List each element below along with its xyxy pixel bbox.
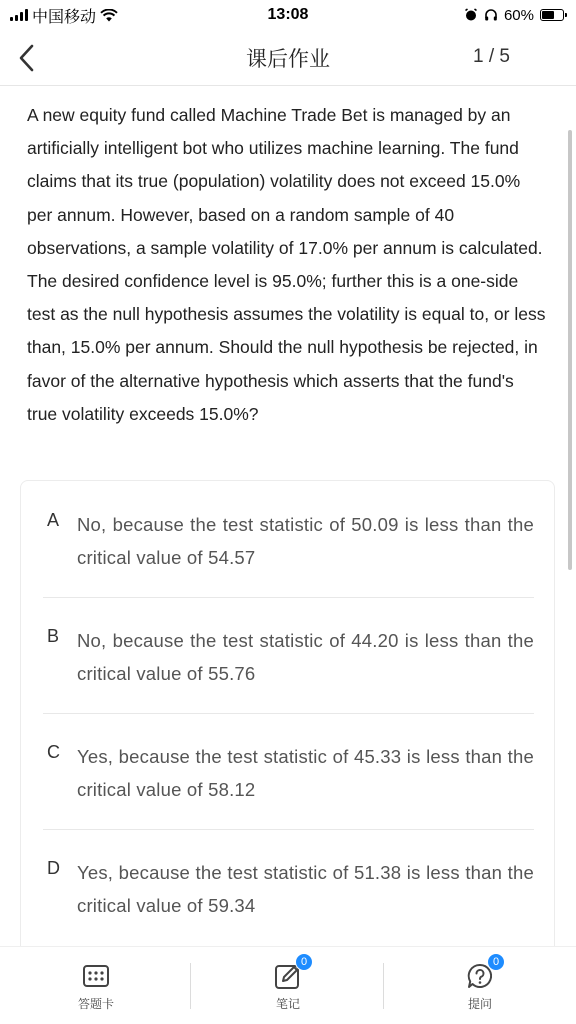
status-left [10, 4, 118, 27]
note-edit-icon [273, 956, 308, 991]
ask-count-badge: 0 [487, 953, 505, 971]
chevron-left-icon [14, 42, 44, 74]
option-d[interactable] [43, 829, 534, 945]
question-text: A new equity fund called Machine Trade Bet is managed by an artificially intelligent bot who utilizes machine learning. The fund claims that its true (population) volatility does not exceed 15.0% per annum. However, based on a random sample of 40 observations, a sample volatility of 17.0% per annum is calculated. The desired confidence level is 95.0%; further this is a one-side test as the null hypothesis assumes the volatility is equal to, or less than, 15.0% per annum. Should the null hypothesis be rejected, in favor of the alternative hypothesis which asserts that the fund's true volatility exceeds 15.0%? [27, 105, 546, 424]
status-time: 13:08 [267, 6, 309, 23]
option-text: No, because the test statistic of 50.09 is less than the critical value of 54.57 [77, 514, 534, 568]
ask-tab[interactable] [384, 947, 576, 1024]
option-letter: A [47, 510, 60, 530]
option-letter: B [47, 626, 60, 646]
option-c[interactable] [43, 713, 534, 829]
headphones-icon [484, 8, 498, 22]
answer-card-label: 答题卡 [77, 997, 114, 1011]
options-card [20, 480, 555, 960]
question-progress: 1 / 5 [473, 46, 510, 67]
status-right [464, 7, 564, 24]
status-bar [0, 0, 576, 30]
alarm-icon [464, 8, 478, 22]
question-bubble-icon [465, 956, 500, 991]
answer-card-tab[interactable] [0, 947, 192, 1024]
option-text: Yes, because the test statistic of 45.33 is less than the critical value of 58.12 [77, 746, 534, 800]
option-b[interactable] [43, 597, 534, 713]
option-text: No, because the test statistic of 44.20 is less than the critical value of 55.76 [77, 630, 534, 684]
option-letter: C [47, 742, 60, 762]
battery-fill [542, 11, 554, 19]
option-a[interactable] [43, 481, 534, 597]
option-letter: D [47, 858, 60, 878]
page-title: 课后作业 [246, 47, 330, 71]
toolbar-separator [190, 963, 191, 1009]
battery-icon [540, 9, 564, 21]
nav-bar [0, 30, 576, 86]
ask-label: 提问 [467, 997, 492, 1011]
signal-icon [10, 9, 28, 21]
bottom-toolbar [0, 946, 576, 1024]
option-text: Yes, because the test statistic of 51.38 is less than the critical value of 59.34 [77, 862, 534, 916]
notes-tab[interactable] [192, 947, 384, 1024]
answer-card-icon [81, 961, 111, 991]
notes-label: 笔记 [275, 997, 300, 1011]
wifi-icon [100, 9, 118, 22]
back-button[interactable] [14, 42, 44, 74]
carrier-name: 中国移动 [32, 8, 97, 26]
notes-count-badge: 0 [295, 953, 313, 971]
scrollbar[interactable] [568, 130, 572, 570]
battery-percent: 60% [503, 6, 534, 24]
